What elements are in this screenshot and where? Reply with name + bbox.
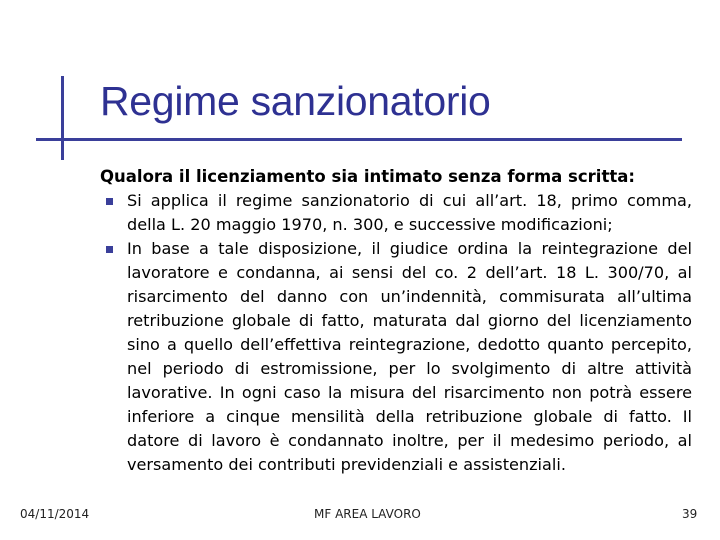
bullet-item [100, 237, 692, 477]
square-bullet-icon [106, 246, 113, 253]
bullet-list [100, 189, 692, 477]
body-heading: Qualora il licenziamento sia intimato senza forma scritta: [100, 167, 635, 186]
bullet-item [100, 189, 692, 237]
title-horizontal-rule [36, 138, 682, 141]
slide-body [100, 165, 692, 477]
bullet-text: Si applica il regime sanzionatorio di cui all’art. 18, primo comma, della L. 20 maggio 1970, n. 300, e successive modificazioni; [127, 191, 692, 234]
square-bullet-icon [106, 198, 113, 205]
footer-label: MF AREA LAVORO [314, 507, 421, 521]
footer-date: 04/11/2014 [20, 507, 90, 521]
slide-title: Regime sanzionatorio [100, 78, 491, 124]
page-number: 39 [682, 507, 698, 521]
bullet-text: In base a tale disposizione, il giudice ordina la reintegrazione del lavoratore e condanna, ai sensi del co. 2 dell’art. 18 L. 300/70, al risarcimento del danno con un’indennità, commisurata all’ultima retribuzione globale di fatto, maturata dal giorno del licenziamento sino a quello dell’effettiva reintegrazione, dedotto quanto percepito, nel periodo di estromissione, per lo svolgimento di altre attività lavorative. In ogni caso la misura del risarcimento non potrà essere inferiore a cinque mensilità della retribuzione globale di fatto. Il datore di lavoro è condannato inoltre, per il medesimo periodo, al versamento dei contributi previdenziali e assistenziali. [127, 239, 692, 474]
title-vertical-rule [61, 76, 64, 160]
